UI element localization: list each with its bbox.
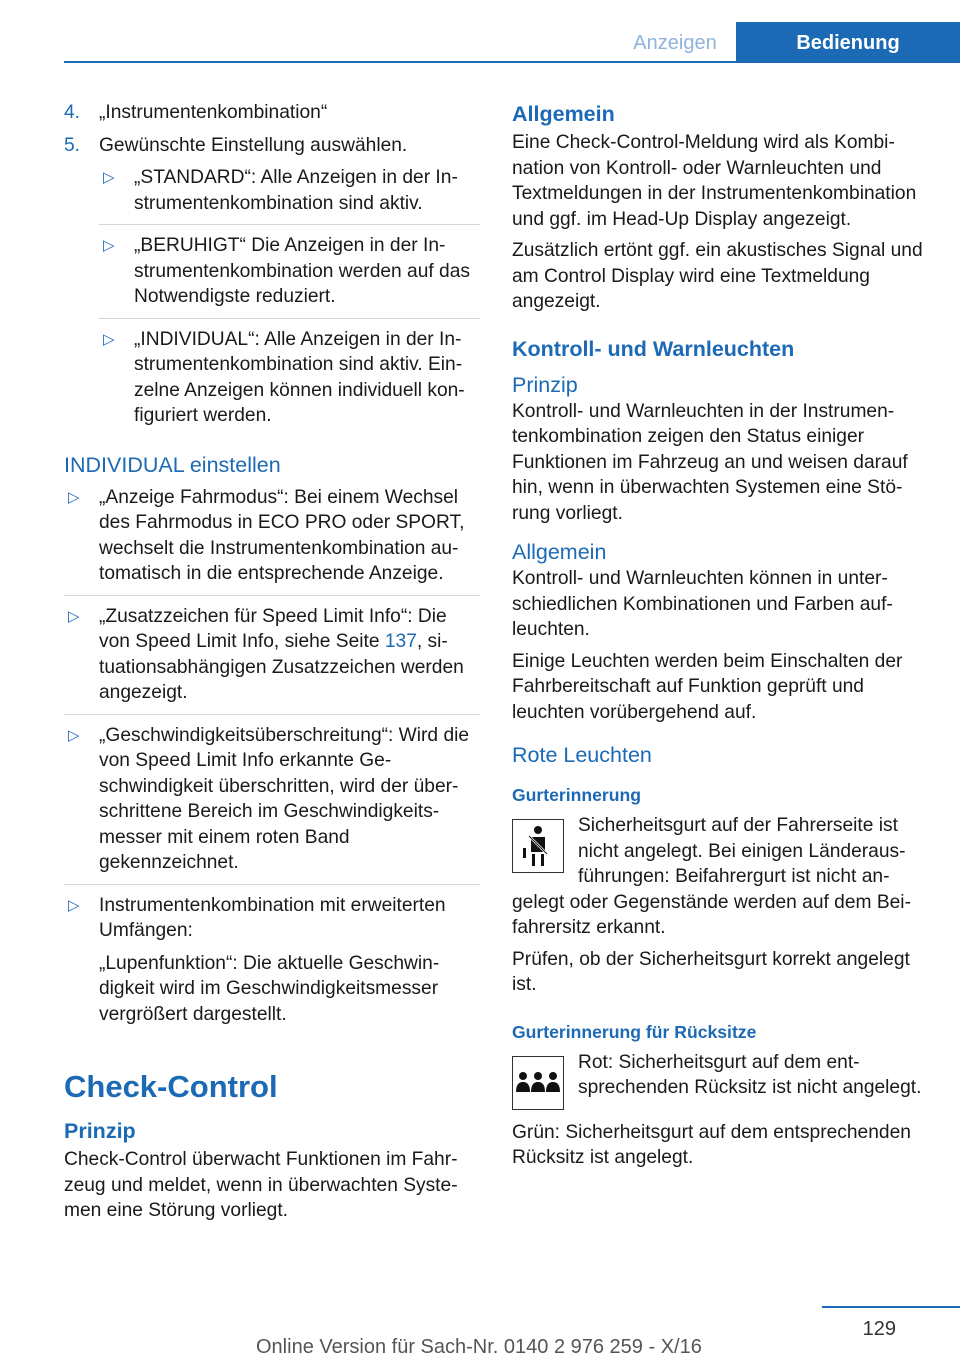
subsubsection-heading: Gurterinnerung für Rücksitze	[512, 1021, 757, 1042]
list-item	[64, 893, 480, 1036]
list-item	[99, 233, 480, 319]
list-item	[64, 604, 480, 715]
chapter-heading: Check-Control	[64, 1069, 278, 1104]
paragraph: Zusätzlich ertönt ggf. ein akustisches Signal und am Control Display wird eine Textmeldung angezeigt.	[512, 240, 923, 312]
header-rule	[64, 61, 960, 63]
paragraph: Eine Check-Control-Meldung wird als Kombination von Kontroll- oder Warnleuchten und Textmeldungen in der Instrumentenkombination und ggf. im Head-Up Display angezeigt.	[512, 132, 917, 230]
icon-paragraph	[512, 813, 928, 941]
list-item	[64, 723, 480, 885]
paragraph-text: Sicherheitsgurt auf der Fahrerseite ist nicht angelegt. Bei einigen Länderausführungen: Beifahrergurt ist nicht angelegt oder Gegenstände werden auf dem Beifahrersitz erkannt.	[512, 815, 911, 938]
numbered-item	[64, 100, 480, 126]
tab-anzeigen[interactable]: Anzeigen	[633, 32, 717, 54]
triangle-right-icon: ▷	[103, 169, 115, 186]
list-item-text: Instrumentenkombination mit erweiterten Umfängen:	[99, 894, 446, 941]
rear-seatbelt-icon	[512, 1056, 564, 1110]
triangle-right-icon: ▷	[68, 607, 80, 625]
paragraph-text: Rot: Sicherheitsgurt auf dem entsprechenden Rücksitz ist nicht angelegt.	[578, 1051, 922, 1098]
seatbelt-icon	[512, 819, 564, 873]
item-text: Gewünschte Einstellung auswählen.	[99, 134, 408, 156]
icon-paragraph	[512, 1050, 928, 1114]
page-link[interactable]: 137	[384, 631, 417, 652]
subsection-heading: Allgemein	[512, 540, 607, 564]
list-item-text: „STANDARD“: Alle Anzeigen in der Instrumentenkombination sind aktiv.	[134, 167, 458, 214]
subsubsection-heading: Gurterinnerung	[512, 785, 642, 805]
triangle-right-icon: ▷	[68, 896, 80, 914]
list-item-text: „BERUHIGT“ Die Anzeigen in der Instrumentenkombination werden auf das Notwendigste reduziert.	[134, 235, 470, 307]
subsection-heading: Prinzip	[512, 372, 578, 397]
section-heading: INDIVIDUAL einstellen	[64, 452, 281, 477]
paragraph: Kontroll- und Warnleuchten können in unterschiedlichen Kombinationen und Farben aufleuchten.	[512, 568, 893, 640]
list-item-text-start: „Zusatzzeichen für Speed Limit Info“: Die von Speed Limit Info, siehe Seite	[99, 605, 447, 652]
paragraph: Einige Leuchten werden beim Einschalten der Fahrbereitschaft auf Funktion geprüft und leuchten vorübergehend auf.	[512, 650, 903, 723]
footer-rule	[822, 1306, 960, 1308]
list-item-subtext: „Lupenfunktion“: Die aktuelle Geschwindigkeit wird im Geschwindigkeitsmesser vergrößert dargestellt.	[99, 952, 440, 1025]
page-number: 129	[862, 1318, 896, 1340]
triangle-right-icon: ▷	[68, 488, 80, 506]
right-column	[512, 100, 928, 1177]
online-version-note: Online Version für Sach-Nr. 0140 2 976 259 - X/16	[256, 1336, 702, 1358]
list-item-text: „Geschwindigkeitsüberschreitung“: Wird die von Speed Limit Info erkannte Geschwindigkeit überschritten, wird der überschrittene Bereich im Geschwindigkeitsmesser mit einem roten Band gekennzeichnet.	[99, 724, 470, 873]
paragraph: Grün: Sicherheitsgurt auf dem entsprechenden Rücksitz ist angelegt.	[512, 1121, 911, 1168]
left-column	[64, 100, 480, 1230]
subsection-heading: Rote Leuchten	[512, 743, 652, 767]
list-item-text: „INDIVIDUAL“: Alle Anzeigen in der Instrumentenkombination sind aktiv. Einzelne Anzeigen können individuell konfiguriert werden.	[134, 328, 465, 426]
list-item-text-end: , situationsabhängigen Zusatzzeichen werden angezeigt.	[99, 631, 464, 703]
section-heading: Prinzip	[64, 1119, 136, 1143]
paragraph: Check-Control überwacht Funktionen im Fahrzeug und meldet, wenn in überwachten Systemen eine Störung vorliegt.	[64, 1149, 458, 1221]
triangle-right-icon: ▷	[103, 237, 115, 254]
section-heading: Allgemein	[512, 102, 615, 126]
item-number: 5.	[64, 134, 81, 156]
paragraph: Prüfen, ob der Sicherheitsgurt korrekt angelegt ist.	[512, 948, 910, 995]
list-item-text: „Anzeige Fahrmodus“: Bei einem Wechsel des Fahrmodus in ECO PRO oder SPORT, wechselt die Instrumentenkombination automatisch in die entsprechende Anzeige.	[99, 486, 465, 584]
triangle-right-icon: ▷	[68, 726, 80, 744]
triangle-right-icon: ▷	[103, 330, 115, 348]
item-number: 4.	[64, 102, 81, 123]
numbered-item	[64, 133, 480, 159]
section-heading: Kontroll- und Warnleuchten	[512, 336, 795, 361]
list-item	[99, 165, 480, 225]
list-item	[64, 485, 480, 596]
paragraph: Kontroll- und Warnleuchten in der Instrumentenkombination zeigen den Status einiger Funktionen im Fahrzeug an und weisen darauf hin, wenn in überwachten Systemen eine Störung vorliegt.	[512, 400, 908, 524]
tab-bedienung[interactable]: Bedienung	[736, 22, 960, 62]
list-item	[99, 327, 480, 437]
option-list	[99, 165, 480, 437]
item-text: „Instrumentenkombination“	[99, 102, 328, 123]
